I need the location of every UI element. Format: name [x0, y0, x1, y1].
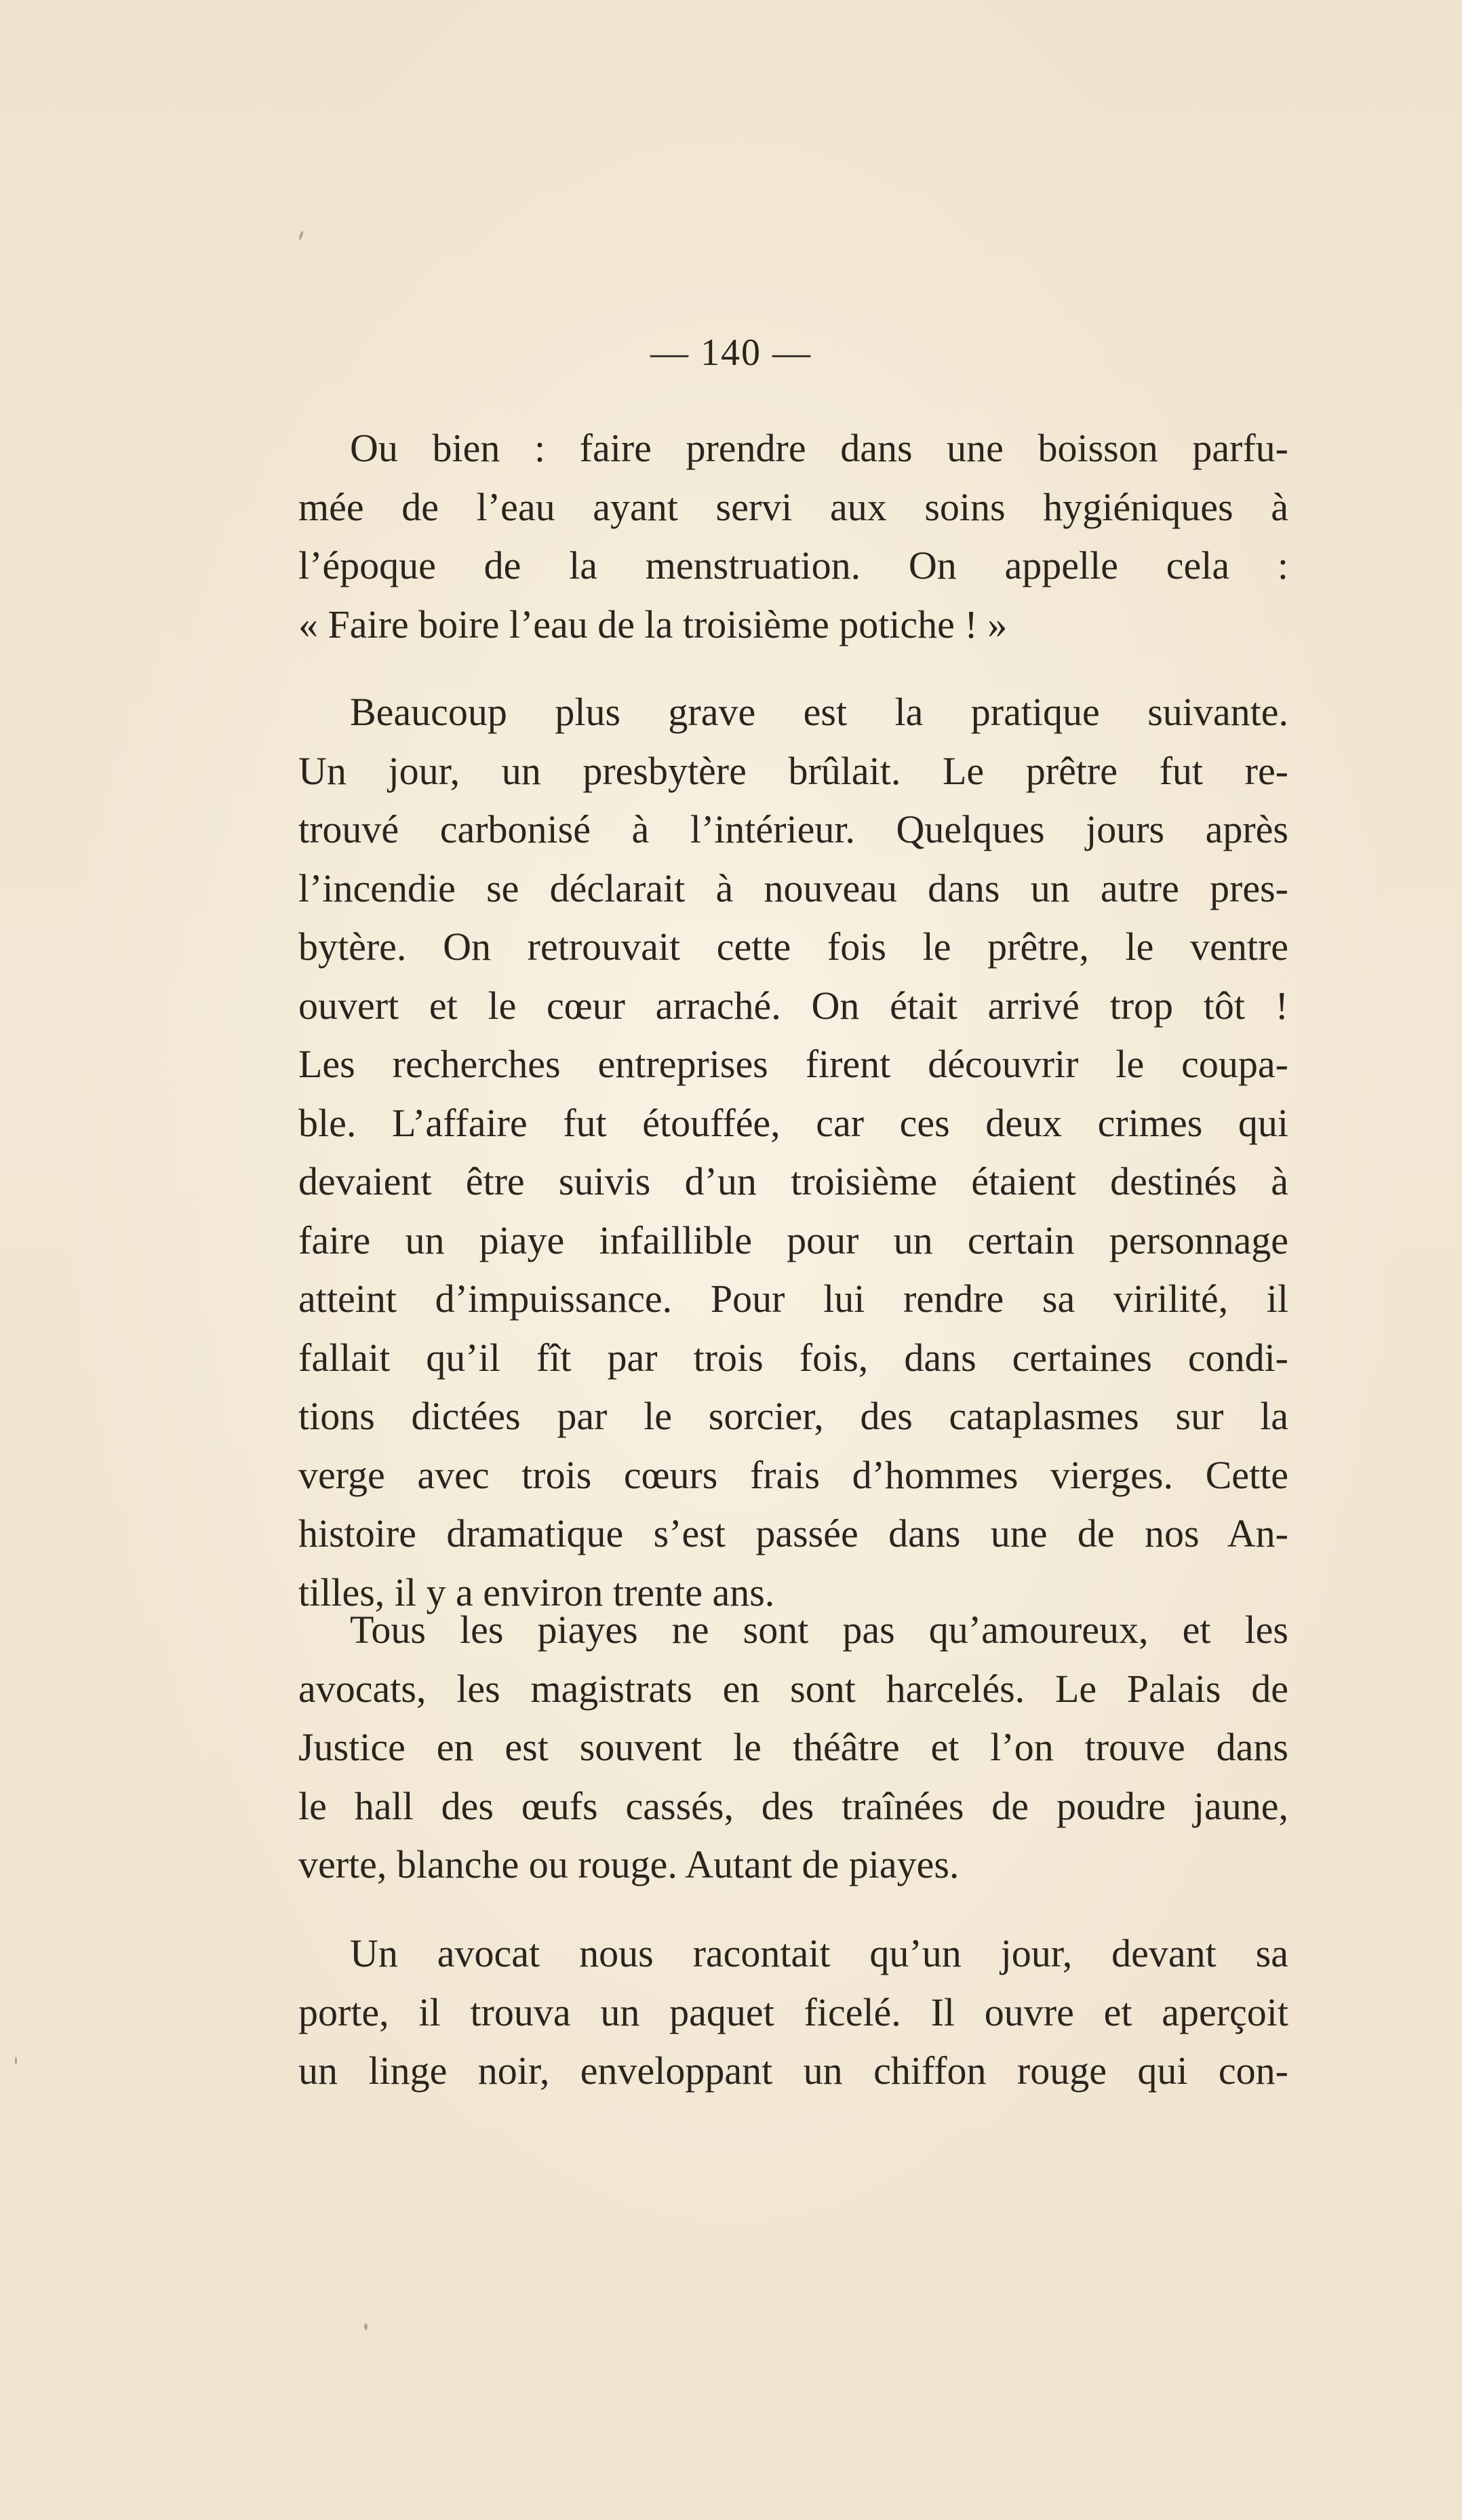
text-line: Les recherches entreprises firent découvrir le coupa- [298, 1042, 1288, 1086]
text-line: trouvé carbonisé à l’intérieur. Quelques jours après [298, 807, 1288, 851]
text-line: tions dictées par le sorcier, des cataplasmes sur la [298, 1394, 1288, 1438]
text-line: le hall des œufs cassés, des traînées de poudre jaune, [298, 1783, 1288, 1828]
text-line: mée de l’eau ayant servi aux soins hygiéniques à [298, 484, 1288, 529]
paragraph-3 [298, 1601, 1288, 1895]
paragraph-4 [298, 1924, 1288, 2101]
text-line: verge avec trois cœurs frais d’hommes vierges. Cette [298, 1452, 1288, 1497]
text-line: histoire dramatique s’est passée dans une de nos An- [298, 1511, 1288, 1555]
text-line: faire un piaye infaillible pour un certain personnage [298, 1218, 1288, 1262]
text-line: tilles, il y a environ trente ans. [298, 1570, 775, 1614]
text-line: atteint d’impuissance. Pour lui rendre sa virilité, il [298, 1277, 1288, 1321]
text-line: ble. L’affaire fut étouffée, car ces deux crimes qui [298, 1100, 1288, 1145]
text-line: Ou bien : faire prendre dans une boisson parfu- [350, 426, 1288, 470]
page-number: — 140 — [650, 332, 812, 374]
paper-speck [298, 231, 304, 241]
text-line: devaient être suivis d’un troisième étaient destinés à [298, 1159, 1288, 1203]
text-line: Un avocat nous racontait qu’un jour, devant sa [350, 1931, 1288, 1975]
text-line: bytère. On retrouvait cette fois le prêtre, le ventre [298, 925, 1288, 969]
paper-speck [364, 2323, 368, 2330]
text-line: un linge noir, enveloppant un chiffon rouge qui con- [298, 2049, 1288, 2093]
text-line: ouvert et le cœur arraché. On était arrivé trop tôt ! [298, 983, 1288, 1028]
text-line: avocats, les magistrats en sont harcelés. Le Palais de [298, 1666, 1288, 1711]
text-line: l’époque de la menstruation. On appelle cela : [298, 543, 1288, 587]
text-line: « Faire boire l’eau de la troisième potiche ! » [298, 602, 1008, 646]
text-line: verte, blanche ou rouge. Autant de piayes. [298, 1842, 960, 1886]
text-line: Beaucoup plus grave est la pratique suivante. [350, 690, 1288, 734]
text-line: porte, il trouva un paquet ficelé. Il ouvre et aperçoit [298, 1990, 1288, 2034]
text-line: Tous les piayes ne sont pas qu’amoureux, et les [350, 1608, 1288, 1652]
text-line: fallait qu’il fît par trois fois, dans certaines condi- [298, 1335, 1288, 1380]
text-line: Justice en est souvent le théâtre et l’on trouve dans [298, 1725, 1288, 1769]
text-line: l’incendie se déclarait à nouveau dans un autre pres- [298, 866, 1288, 910]
paper-speck [15, 2057, 17, 2065]
paragraph-1 [298, 419, 1288, 654]
paragraph-2 [298, 683, 1288, 1622]
text-line: Un jour, un presbytère brûlait. Le prêtre fut re- [298, 748, 1288, 793]
